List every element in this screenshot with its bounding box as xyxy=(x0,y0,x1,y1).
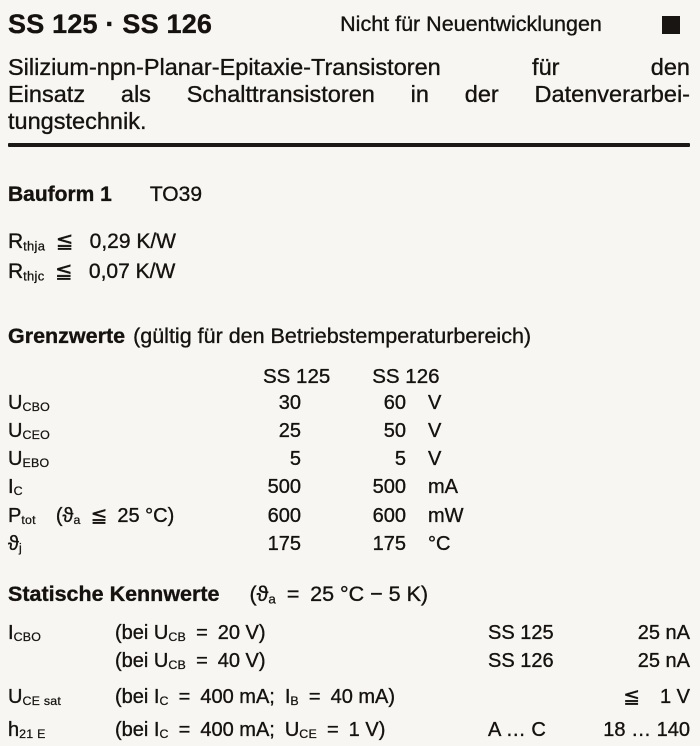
grenzwerte-title: Grenzwerte xyxy=(8,323,126,348)
unit-label: mW xyxy=(428,504,464,527)
param-symbol: $U_{EBO}$ xyxy=(8,448,50,471)
param-symbol: $U_{CBO}$ xyxy=(8,391,51,414)
limit-value-ss126: 60 xyxy=(383,391,406,414)
limit-value-ss125: 30 xyxy=(278,391,301,414)
limit-value-ss125: 5 xyxy=(289,448,301,471)
statische-title: Statische Kennwerte xyxy=(8,581,220,606)
black-square-icon xyxy=(662,16,680,34)
param-symbol: $U_{CE sat}$ xyxy=(8,686,62,709)
intro-line: Einsatz als Schalttransistoren in der Datenverarbei- xyxy=(8,81,690,107)
intro-paragraph xyxy=(8,54,690,135)
table-row xyxy=(8,685,690,713)
intro-line: Silizium-npn-Planar-Epitaxie-Transistoren für den xyxy=(8,54,690,80)
column-header-ss125: SS 125 xyxy=(263,364,331,388)
characteristic-value: ≦ 1 V xyxy=(623,686,690,709)
package-label: Bauform 1 xyxy=(8,183,112,206)
horizontal-rule xyxy=(8,143,690,147)
param-symbol xyxy=(8,649,115,677)
unit-label: V xyxy=(428,391,442,414)
unit-label: mA xyxy=(428,476,458,499)
limit-value-ss125: 175 xyxy=(267,532,301,555)
limits-table xyxy=(8,391,690,560)
limit-value-ss125: 25 xyxy=(278,419,301,442)
limit-value-ss126: 50 xyxy=(383,419,406,442)
characteristics-table xyxy=(8,621,690,746)
limit-value-ss125: 600 xyxy=(267,504,301,527)
param-symbol: $I_C$ xyxy=(8,476,23,499)
page-title: SS 125 · SS 126 xyxy=(8,9,213,39)
type-label xyxy=(453,685,558,713)
unit-label: V xyxy=(428,419,442,442)
test-condition: (bei $I_C$ = 400 mA; $I_B$ = 40 mA) xyxy=(115,686,396,709)
table-row xyxy=(8,649,690,677)
thermal-line-rthjc: $R_{thjc}$ ≦ 0,07 K/W xyxy=(8,260,176,284)
table-row xyxy=(8,718,690,746)
table-row xyxy=(8,391,690,419)
package-info xyxy=(8,183,690,207)
limit-value-ss126: 5 xyxy=(394,448,406,471)
statische-note: ($ϑ_a$ = 25 °C − 5 K) xyxy=(249,581,429,607)
param-symbol: $h_{21 E}$ xyxy=(8,718,46,741)
type-label: A … C xyxy=(488,718,546,741)
test-condition: (bei $U_{CB}$ = 20 V) xyxy=(115,621,266,645)
type-label: SS 125 xyxy=(488,621,554,644)
table-row xyxy=(8,504,690,532)
table-row xyxy=(8,532,690,560)
characteristic-value: 18 … 140 xyxy=(603,718,690,741)
grenzwerte-note: (gültig für den Betriebstemperaturbereich) xyxy=(133,323,532,348)
characteristic-value: 25 nA xyxy=(637,650,690,673)
characteristic-value: 25 nA xyxy=(637,621,690,644)
param-symbol: $ϑ_j$ xyxy=(8,532,22,555)
table-row xyxy=(8,621,690,649)
param-symbol: $P_{tot}$ ($ϑ_a$ ≦ 25 °C) xyxy=(8,504,175,527)
param-symbol: $U_{CEO}$ xyxy=(8,419,51,443)
unit-label: V xyxy=(428,448,442,471)
test-condition: (bei $I_C$ = 400 mA; $U_{CE}$ = 1 V) xyxy=(115,718,386,741)
limit-value-ss126: 500 xyxy=(372,476,406,499)
table-row xyxy=(8,447,690,475)
limit-value-ss126: 600 xyxy=(372,504,406,527)
table-row xyxy=(8,475,690,503)
limits-column-headers xyxy=(8,365,690,389)
deprecation-notice: Nicht für Neuentwicklungen xyxy=(340,12,602,36)
table-row xyxy=(8,419,690,447)
intro-line: tungstechnik. xyxy=(8,108,147,134)
limit-value-ss126: 175 xyxy=(372,532,406,555)
page-header xyxy=(8,9,690,40)
section-heading-statische-kennwerte xyxy=(8,582,690,607)
package-type: TO39 xyxy=(149,183,203,206)
param-symbol: $I_{CBO}$ xyxy=(8,621,42,645)
section-heading-grenzwerte xyxy=(8,324,690,349)
unit-label: °C xyxy=(428,532,451,555)
type-label: SS 126 xyxy=(488,650,554,673)
test-condition: (bei $U_{CB}$ = 40 V) xyxy=(115,650,266,673)
limit-value-ss125: 500 xyxy=(267,476,301,499)
thermal-line-rthja: $R_{thja}$ ≦ 0,29 K/W xyxy=(8,230,177,254)
thermal-resistance xyxy=(8,229,690,290)
column-header-ss126: SS 126 xyxy=(372,364,440,388)
